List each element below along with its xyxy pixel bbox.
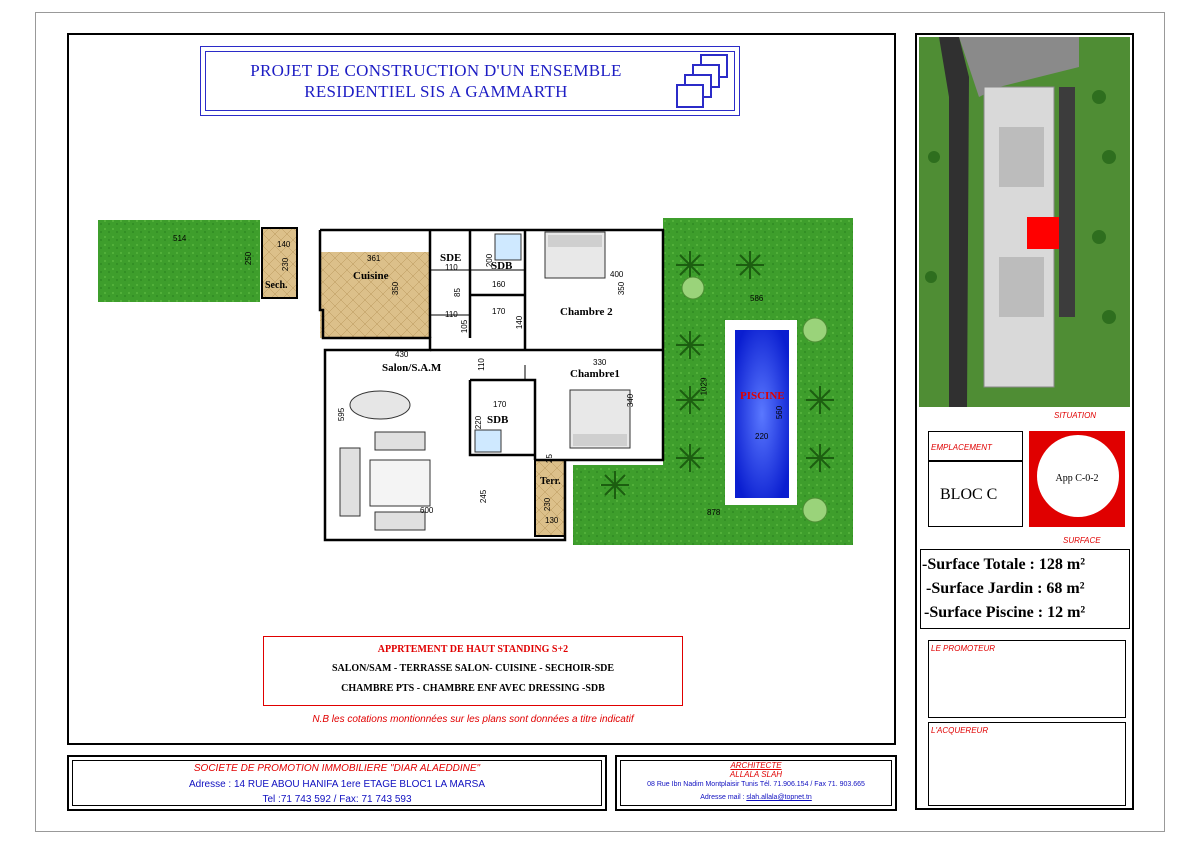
surface-heading: SURFACE: [1063, 536, 1101, 545]
dim-1029: 1029: [699, 377, 709, 396]
title-line-2: RESIDENTIEL SIS A GAMMARTH: [304, 82, 568, 101]
dim-170-b: 170: [493, 400, 507, 409]
architect-box: [615, 755, 897, 811]
dim-560: 560: [775, 405, 785, 420]
dim-361: 361: [367, 254, 381, 263]
dim-25: 25: [544, 454, 554, 463]
dim-350-b: 350: [617, 281, 627, 296]
surface-jardin: -Surface Jardin : 68 m²: [926, 580, 1085, 597]
title-logo: [671, 51, 735, 113]
dim-350-a: 350: [391, 281, 401, 296]
dim-330: 330: [593, 358, 607, 367]
room-label-chambre1: Chambre1: [570, 368, 620, 380]
architect-heading: ARCHITECTE: [730, 761, 782, 770]
dim-130: 130: [545, 516, 559, 525]
architect-email-row: [617, 793, 895, 801]
dim-340: 340: [626, 393, 636, 408]
room-label-sech: Sech.: [265, 280, 288, 291]
dim-430: 430: [395, 350, 409, 359]
dim-110-a: 110: [445, 263, 458, 272]
room-label-sdb-2: SDB: [487, 414, 509, 426]
bloc-label: BLOC C: [940, 486, 998, 503]
room-label-piscine: PISCINE: [740, 390, 785, 402]
architect-email-label: Adresse mail :: [700, 794, 745, 801]
architect-name: ALLALA SLAH: [729, 770, 783, 779]
acquereur-label: L'ACQUEREUR: [931, 726, 989, 735]
room-label-sdb-1: SDB: [491, 260, 513, 272]
dim-85: 85: [452, 288, 462, 297]
description-box: [263, 636, 683, 706]
title-line-1: PROJET DE CONSTRUCTION D'UN ENSEMBLE: [250, 61, 622, 80]
dim-140-b: 140: [515, 315, 525, 330]
description-line-1: SALON/SAM - TERRASSE SALON- CUISINE - SECHOIR-SDE: [331, 663, 615, 674]
dim-595: 595: [337, 407, 347, 422]
room-label-terr: Terr.: [540, 476, 561, 487]
dim-514: 514: [173, 234, 187, 243]
promoter-name: SOCIETE DE PROMOTION IMMOBILIERE "DIAR ALAEDDINE": [193, 763, 481, 774]
dim-140: 140: [277, 240, 291, 249]
room-label-cuisine: Cuisine: [353, 270, 389, 282]
dim-878: 878: [707, 508, 721, 517]
description-heading: APPRTEMENT DE HAUT STANDING S+2: [377, 644, 569, 655]
dim-220-a: 220: [474, 415, 484, 430]
dim-586: 586: [750, 294, 764, 303]
dim-160: 160: [492, 280, 506, 289]
architect-address: 08 Rue Ibn Nadim Montplaisir Tunis Tél. 71.906.154 / Fax 71. 903.665: [647, 781, 865, 788]
title-inner-frame: [205, 51, 735, 111]
dim-250: 250: [244, 251, 254, 266]
dimension-note: N.B les cotations montionnées sur les plans sont données a titre indicatif: [312, 714, 634, 725]
dim-400: 400: [610, 270, 624, 279]
surface-totale: -Surface Totale : 128 m²: [922, 556, 1085, 573]
dim-200: 200: [485, 253, 495, 268]
dim-230-a: 230: [281, 257, 291, 272]
promoteur-label: LE PROMOTEUR: [931, 644, 996, 653]
title-block: [200, 46, 740, 116]
dim-230-b: 230: [543, 497, 553, 512]
dim-110-b: 110: [445, 310, 458, 319]
surface-piscine: -Surface Piscine : 12 m²: [924, 604, 1086, 621]
dim-170-a: 170: [492, 307, 506, 316]
architect-email[interactable]: slah.allala@topnet.tn: [746, 794, 812, 801]
app-badge: [1029, 431, 1125, 527]
dim-600: 600: [420, 506, 434, 515]
dim-220-b: 220: [755, 432, 769, 441]
description-line-2: CHAMBRE PTS - CHAMBRE ENF AVEC DRESSING -SDB: [341, 683, 605, 694]
promoter-address: Adresse : 14 RUE ABOU HANIFA 1ere ETAGE BLOC1 LA MARSA: [188, 779, 486, 790]
dim-110-c: 110: [476, 358, 486, 371]
situation-label: SITUATION: [1054, 411, 1097, 420]
emplacement-label: EMPLACEMENT: [931, 443, 992, 452]
promoter-phone: Tel :71 743 592 / Fax: 71 743 593: [262, 794, 412, 805]
dim-245: 245: [479, 489, 489, 504]
room-label-sde: SDE: [440, 252, 462, 264]
app-label: App C-0-2: [1055, 473, 1099, 484]
plan-labels: [95, 210, 865, 560]
promoter-box: [67, 755, 607, 811]
room-label-salon: Salon/S.A.M: [382, 362, 442, 374]
dim-105: 105: [460, 319, 470, 334]
room-label-chambre2: Chambre 2: [560, 306, 613, 318]
site-plan: [919, 37, 1130, 407]
